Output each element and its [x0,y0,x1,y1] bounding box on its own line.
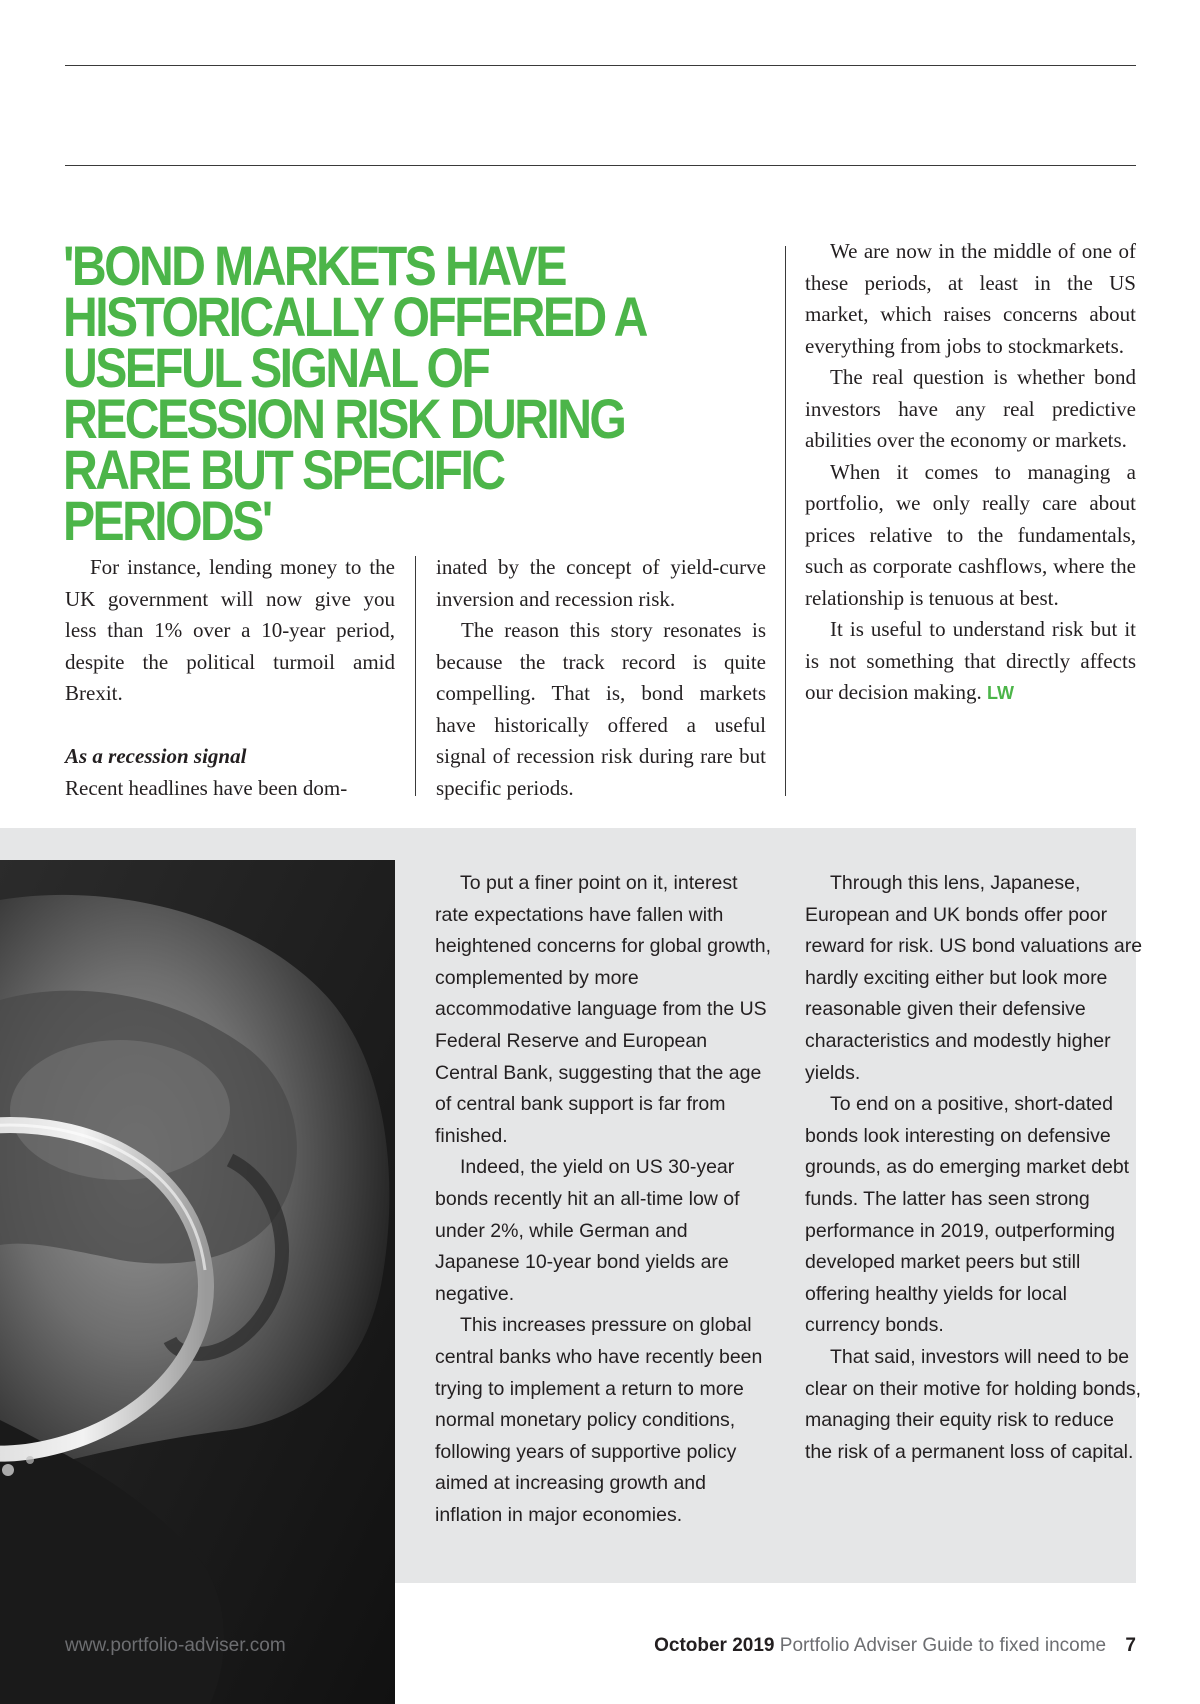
article-column-3 [805,236,1136,710]
footer-publication-title: Portfolio Adviser Guide to fixed income [779,1635,1107,1656]
header-rule [65,165,1136,166]
author-signoff: LW [986,683,1014,703]
paragraph: For instance, lending money to the UK government will now give you less than 1% over a 10-year period, despite the political turmoil amid Brexit. [65,555,395,705]
column-divider [785,246,786,796]
paragraph: To end on a positive, short-dated bonds look interesting on defensive grounds, as do emerging market debt funds. The latter has seen strong performance in 2019, outperforming developed market peers but still offering healthy yields for local currency bonds. [805,1093,1130,1337]
top-rule [65,65,1136,66]
paragraph: Through this lens, Japanese, European and UK bonds offer poor reward for risk. US bond valuations are hardly exciting either but look more reasonable given their defensive characteristics and modestly higher yields. [805,872,1143,1084]
sidebar-column-2 [805,868,1145,1468]
paragraph [805,614,1136,710]
paragraph-text: It is useful to understand risk but it is not something that directly affects our decision making. [805,617,1136,704]
paragraph: That said, investors will need to be clear on their motive for holding bonds, managing their equity risk to reduce the risk of a permanent loss of capital. [805,1345,1142,1463]
subheading: As a recession signal [65,744,247,768]
article-column-1 [65,552,395,804]
paragraph: This increases pressure on global central banks who have recently been trying to implement a return to more normal monetary policy conditions, following years of supportive policy aimed at increasing growth and inflation in major economies. [435,1314,763,1526]
paragraph: We are now in the middle of one of these periods, at least in the US market, which raises concerns about everything from jobs to stockmarkets. [805,239,1136,358]
page-number: 7 [1125,1635,1136,1656]
pull-quote: 'BOND MARKETS HAVE HISTORICALLY OFFERED A USEFUL SIGNAL OF RECESSION RISK DURING RARE BUT SPECIFIC PERIODS' [63,234,644,552]
paragraph: inated by the concept of yield-curve inversion and recession risk. [436,555,766,611]
column-divider [415,556,416,796]
paragraph: The real question is whether bond investors have any real predictive abilities over the economy or markets. [805,365,1136,452]
paragraph: Recent headlines have been dom- [65,775,348,800]
paragraph: The reason this story resonates is because the track record is quite compelling. That is, bond markets have historically offered a useful signal of recession risk during rare but specific periods. [436,618,766,800]
bull-nose-ring-photo [0,860,395,1704]
paragraph: Indeed, the yield on US 30-year bonds recently hit an all-time low of under 2%, while German and Japanese 10-year bond yields are negative. [435,1156,740,1305]
article-column-2 [436,552,766,804]
footer-date: October 2019 [654,1635,775,1656]
footer-website-link[interactable]: www.portfolio-adviser.com [65,1635,286,1656]
footer-publication-info [654,1635,1136,1657]
paragraph: To put a finer point on it, interest rate expectations have fallen with heightened concerns for global growth, complemented by more accommodative language from the US Federal Reserve and European Central Bank, suggesting that the age of central bank support is far from finished. [435,872,772,1147]
paragraph: When it comes to managing a portfolio, we only really care about prices relative to the fundamentals, such as corporate cashflows, where the relationship is tenuous at best. [805,459,1136,610]
sidebar-column-1 [435,868,775,1531]
